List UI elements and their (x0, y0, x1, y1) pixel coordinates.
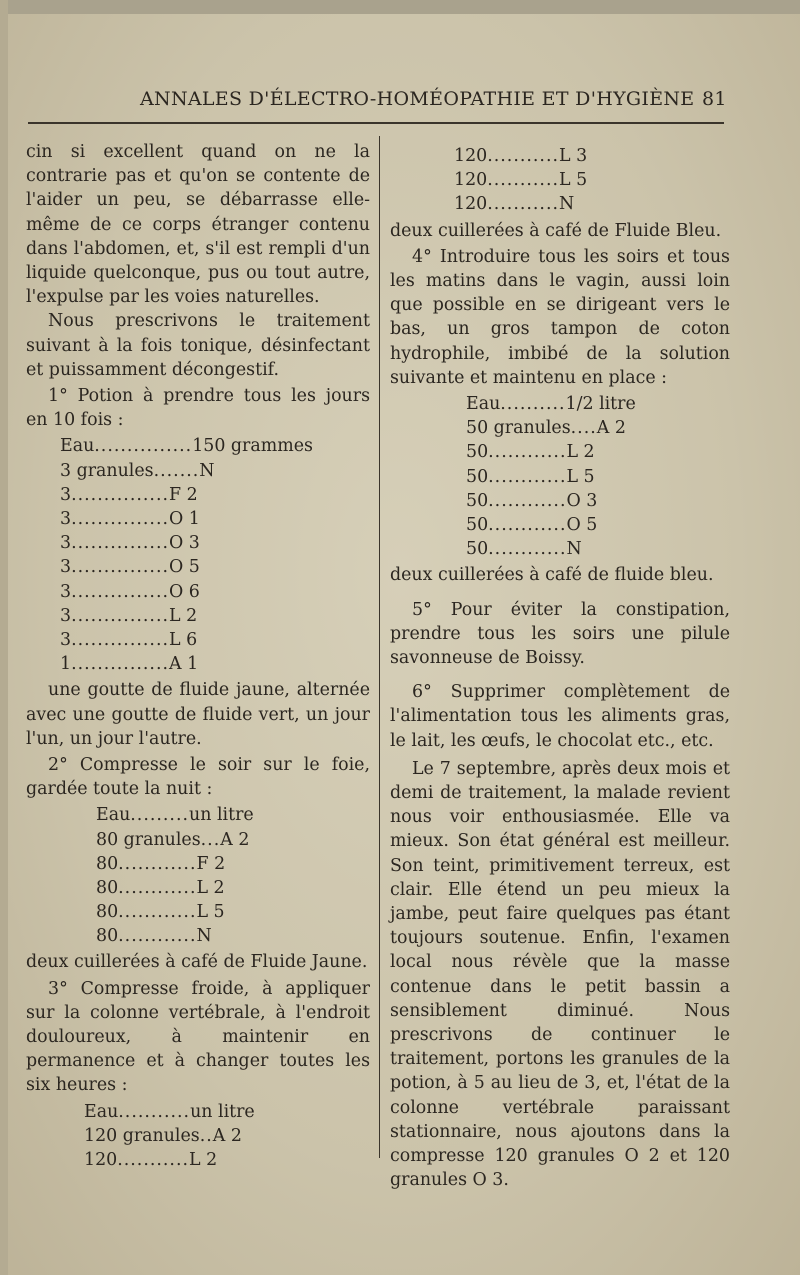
table-row (60, 652, 370, 676)
row-value: O 5 (169, 557, 200, 578)
prescription-table-4 (466, 392, 730, 561)
row-value: F 2 (196, 853, 226, 874)
table-row (96, 876, 370, 900)
leader-dots: ............ (118, 853, 197, 874)
table-row (454, 144, 730, 168)
table-row (60, 459, 370, 483)
table-row (60, 483, 370, 507)
column-divider (379, 136, 380, 1158)
leader-dots: ......... (130, 805, 190, 826)
row-label: 80 (96, 853, 119, 874)
leader-dots: ............ (488, 514, 567, 535)
table-row (466, 513, 730, 537)
paragraph: 6° Supprimer complètement de l'alimentation tous les aliments gras, le lait, les œufs, le chocolat etc., etc. (390, 682, 730, 751)
row-label: 80 granules (96, 829, 201, 850)
row-label: 3 (60, 581, 72, 602)
row-value: L 2 (169, 605, 198, 626)
paragraph: 2° Compresse le soir sur le foie, gardée toute la nuit : (26, 754, 370, 800)
table-row (96, 924, 370, 948)
leader-dots: ............ (488, 442, 567, 463)
leader-dots: ............... (71, 605, 169, 626)
row-label: 3 (60, 629, 72, 650)
row-label: Eau (96, 805, 131, 826)
row-value: L 3 (559, 146, 588, 166)
table-row (454, 192, 730, 216)
leader-dots: ........... (487, 194, 560, 215)
row-value: O 6 (169, 581, 200, 602)
row-value: L 5 (559, 170, 588, 191)
leader-dots: ............... (71, 557, 169, 578)
row-label: 50 (466, 442, 489, 463)
table-row (60, 434, 370, 458)
header-rule (28, 122, 724, 124)
row-label: 1 (60, 654, 72, 675)
row-label: 3 granules (60, 460, 154, 481)
leader-dots: ............... (71, 484, 169, 505)
row-label: 3 (60, 557, 72, 578)
table-row (84, 1124, 370, 1148)
row-label: 50 (466, 514, 489, 535)
row-value: L 5 (196, 902, 225, 923)
row-label: 3 (60, 605, 72, 626)
row-value: A 1 (169, 654, 199, 675)
row-label: Eau (60, 436, 95, 457)
leader-dots: ............... (71, 533, 169, 554)
row-value: A 2 (220, 829, 250, 850)
row-label: 80 (96, 902, 119, 923)
row-label: 3 (60, 484, 72, 505)
paragraph: 3° Compresse froide, à appliquer sur la colonne vertébrale, à l'endroit douloureux, à maintenir en permanence et à changer toutes les six heures : (26, 978, 370, 1096)
row-value: 1/2 litre (565, 393, 636, 414)
leader-dots: ........... (487, 146, 560, 166)
row-value: O 1 (169, 509, 200, 529)
leader-dots: ........... (118, 1101, 191, 1122)
paragraph: Le 7 septembre, après deux mois et demi de traitement, la malade revient nous voir enthousiasmée. Elle va mieux. Son état général est meilleur. Son teint, primitivement terreux, est clair. Elle étend un peu mieux la jambe, peut faire quelques pas étant toujours soutenue. Enfin, l'examen local nous révèle que la masse contenue dans le petit bassin a sensiblement diminué. Nous prescrivons de continuer le traitement, portons les granules de la potion, à 5 au lieu de 3, et, l'état de la colonne vertébrale paraissant stationnaire, nous ajoutons dans la compresse 120 granules O 2 et 120 granules O 3. (390, 758, 730, 1191)
leader-dots: ............... (71, 654, 169, 675)
table-row (466, 537, 730, 561)
row-value: un litre (189, 805, 254, 826)
table-row (60, 604, 370, 628)
row-value: N (196, 926, 212, 947)
row-value: N (559, 194, 575, 215)
leader-dots: ............ (118, 877, 197, 898)
leader-dots: ........... (117, 1150, 190, 1171)
leader-dots: ............ (118, 926, 197, 947)
paragraph: Nous prescrivons le traitement suivant à la fois tonique, désinfectant et puissamment décongestif. (26, 311, 370, 380)
table-row (96, 852, 370, 876)
prescription-table-2 (96, 803, 370, 948)
row-label: 120 (454, 194, 488, 215)
table-row (96, 900, 370, 924)
row-value: un litre (190, 1101, 255, 1122)
table-row (60, 555, 370, 579)
row-value: A 2 (212, 1125, 242, 1146)
page-top-edge (0, 0, 800, 14)
leader-dots: ... (200, 829, 221, 850)
row-label: 80 (96, 877, 119, 898)
row-label: 50 (466, 466, 489, 487)
table-row (454, 168, 730, 192)
row-label: 120 (84, 1150, 118, 1171)
table-row (466, 465, 730, 489)
leader-dots: ............ (488, 490, 567, 511)
row-label: 50 granules (466, 418, 571, 439)
table-row (60, 580, 370, 604)
left-column (26, 140, 370, 1174)
paragraph: deux cuillerées à café de Fluide Bleu. (390, 220, 722, 241)
row-value: L 6 (169, 629, 198, 650)
table-row (60, 628, 370, 652)
page-binding-edge (0, 0, 8, 1275)
paragraph: 1° Potion à prendre tous les jours en 10 fois : (26, 386, 370, 431)
leader-dots: .... (570, 418, 597, 439)
leader-dots: ............ (488, 466, 567, 487)
row-label: 3 (60, 533, 72, 554)
row-value: L 2 (196, 877, 225, 898)
table-row (96, 803, 370, 827)
right-column (390, 140, 730, 1192)
row-value: L 2 (566, 442, 595, 463)
leader-dots: .......... (500, 393, 566, 414)
prescription-table-3-continued (454, 144, 730, 217)
row-label: 50 (466, 539, 489, 560)
leader-dots: ............... (71, 509, 169, 529)
row-value: L 2 (189, 1150, 218, 1171)
leader-dots: ............ (488, 539, 567, 560)
paragraph: cin si excellent quand on ne la contrarie pas et qu'on se contente de l'aider un peu, se débarrasse elle-même de ce corps étranger contenu dans l'abdomen, et, s'il est rempli d'un liquide quelconque, pus ou tout autre, l'expulse par les voies naturelles. (26, 142, 370, 308)
prescription-table-1 (60, 434, 370, 676)
paragraph: 4° Introduire tous les soirs et tous les matins dans le vagin, aussi loin que possible en se dirigeant vers le bas, un gros tampon de coton hydrophile, imbibé de la solution suivante et maintenu en place : (390, 246, 730, 388)
journal-title: ANNALES D'ÉLECTRO-HOMÉOPATHIE ET D'HYGIÈNE (140, 88, 695, 110)
row-value: N (199, 460, 215, 481)
table-row (84, 1148, 370, 1172)
row-value: O 3 (566, 490, 598, 511)
row-value: F 2 (169, 484, 198, 505)
row-label: Eau (84, 1101, 119, 1122)
row-value: 150 grammes (192, 436, 313, 457)
table-row (466, 392, 730, 416)
leader-dots: ............... (71, 581, 169, 602)
table-row (466, 416, 730, 440)
row-label: 120 (454, 146, 488, 166)
table-row (466, 440, 730, 464)
page-number: 81 (702, 88, 727, 110)
row-value: O 5 (566, 514, 598, 535)
row-label: 120 (454, 170, 488, 191)
running-header (0, 88, 800, 118)
row-label: 3 (60, 509, 72, 529)
table-row (466, 489, 730, 513)
leader-dots: ............... (94, 436, 193, 457)
row-value: L 5 (566, 466, 595, 487)
paragraph: une goutte de fluide jaune, alternée avec une goutte de fluide vert, un jour l'un, un jour l'autre. (26, 680, 370, 749)
table-row (60, 507, 370, 531)
leader-dots: .. (199, 1125, 213, 1146)
table-row (60, 531, 370, 555)
leader-dots: ............ (118, 902, 197, 923)
table-row (96, 828, 370, 852)
leader-dots: ....... (153, 460, 200, 481)
row-value: N (566, 539, 582, 560)
row-value: O 3 (169, 533, 200, 554)
leader-dots: ........... (487, 170, 560, 191)
leader-dots: ............... (71, 629, 169, 650)
row-label: 80 (96, 926, 119, 947)
table-row (84, 1100, 370, 1124)
prescription-table-3 (84, 1100, 370, 1173)
row-value: A 2 (596, 418, 626, 439)
paragraph: deux cuillerées à café de Fluide Jaune. (26, 952, 368, 973)
paragraph: 5° Pour éviter la constipation, prendre tous les soirs une pilule savonneuse de Boissy. (390, 599, 730, 668)
paragraph: deux cuillerées à café de fluide bleu. (390, 565, 714, 586)
row-label: Eau (466, 393, 501, 414)
row-label: 50 (466, 490, 489, 511)
row-label: 120 granules (84, 1125, 200, 1146)
